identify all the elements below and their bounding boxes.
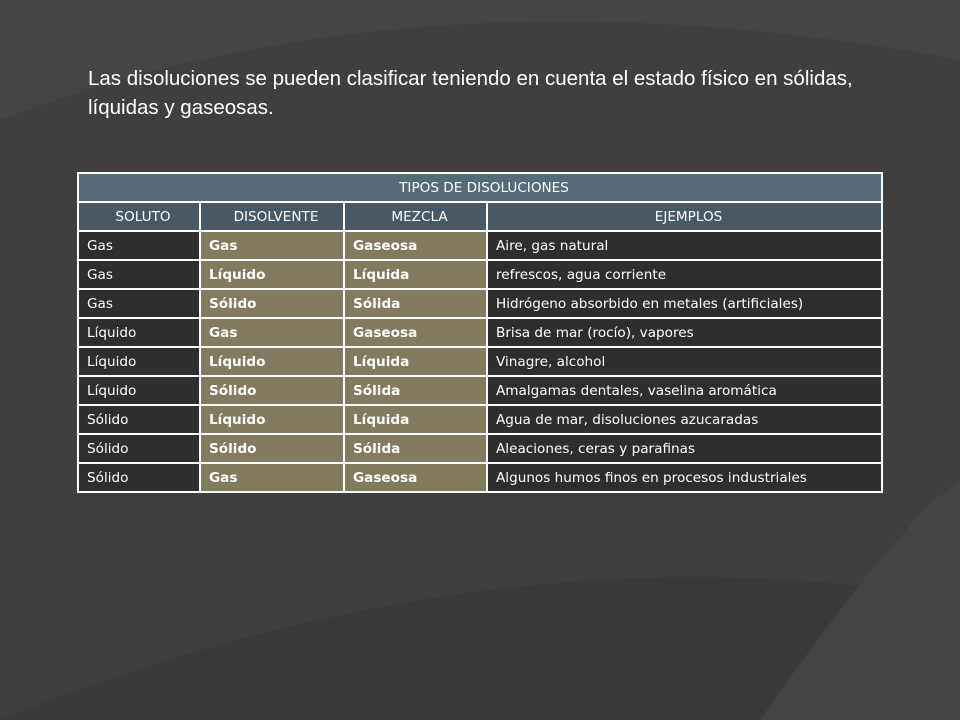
table-row bbox=[78, 405, 882, 434]
disolvente-cell: Líquido bbox=[200, 347, 344, 376]
ejemplo-cell: Vinagre, alcohol bbox=[487, 347, 882, 376]
mezcla-cell: Sólida bbox=[344, 289, 487, 318]
table-header-row bbox=[78, 202, 882, 231]
ejemplo-cell: Aleaciones, ceras y parafinas bbox=[487, 434, 882, 463]
ejemplo-cell: Agua de mar, disoluciones azucaradas bbox=[487, 405, 882, 434]
ejemplo-cell: Amalgamas dentales, vaselina aromática bbox=[487, 376, 882, 405]
ejemplo-cell: Algunos humos finos en procesos industriales bbox=[487, 463, 882, 492]
ejemplo-cell: Brisa de mar (rocío), vapores bbox=[487, 318, 882, 347]
disolvente-cell: Sólido bbox=[200, 376, 344, 405]
soluto-cell: Líquido bbox=[78, 376, 200, 405]
disolvente-cell: Gas bbox=[200, 463, 344, 492]
table-title: TIPOS DE DISOLUCIONES bbox=[78, 173, 882, 202]
intro-paragraph: Las disoluciones se pueden clasificar teniendo en cuenta el estado físico en sólidas, líquidas y gaseosas. bbox=[88, 67, 853, 119]
mezcla-cell: Sólida bbox=[344, 434, 487, 463]
header-disolvente: DISOLVENTE bbox=[200, 202, 344, 231]
table-row bbox=[78, 376, 882, 405]
table-row bbox=[78, 434, 882, 463]
mezcla-cell: Líquida bbox=[344, 260, 487, 289]
mezcla-cell: Gaseosa bbox=[344, 318, 487, 347]
mezcla-cell: Líquida bbox=[344, 405, 487, 434]
soluto-cell: Líquido bbox=[78, 347, 200, 376]
mezcla-cell: Sólida bbox=[344, 376, 487, 405]
soluto-cell: Sólido bbox=[78, 434, 200, 463]
disolvente-cell: Líquido bbox=[200, 405, 344, 434]
ejemplo-cell: Aire, gas natural bbox=[487, 231, 882, 260]
table-row bbox=[78, 463, 882, 492]
table-row bbox=[78, 231, 882, 260]
mezcla-cell: Gaseosa bbox=[344, 463, 487, 492]
dissolution-types-table bbox=[77, 172, 883, 493]
disolvente-cell: Gas bbox=[200, 231, 344, 260]
table-row bbox=[78, 260, 882, 289]
soluto-cell: Sólido bbox=[78, 463, 200, 492]
mezcla-cell: Líquida bbox=[344, 347, 487, 376]
ejemplo-cell: Hidrógeno absorbido en metales (artificiales) bbox=[487, 289, 882, 318]
header-soluto: SOLUTO bbox=[78, 202, 200, 231]
disolvente-cell: Sólido bbox=[200, 434, 344, 463]
header-ejemplos: EJEMPLOS bbox=[487, 202, 882, 231]
table-row bbox=[78, 347, 882, 376]
disolvente-cell: Sólido bbox=[200, 289, 344, 318]
disolvente-cell: Gas bbox=[200, 318, 344, 347]
header-mezcla: MEZCLA bbox=[344, 202, 487, 231]
table-row bbox=[78, 318, 882, 347]
ejemplo-cell: refrescos, agua corriente bbox=[487, 260, 882, 289]
mezcla-cell: Gaseosa bbox=[344, 231, 487, 260]
soluto-cell: Gas bbox=[78, 289, 200, 318]
table-title-row bbox=[78, 173, 882, 202]
soluto-cell: Sólido bbox=[78, 405, 200, 434]
table-row bbox=[78, 289, 882, 318]
soluto-cell: Gas bbox=[78, 260, 200, 289]
disolvente-cell: Líquido bbox=[200, 260, 344, 289]
soluto-cell: Líquido bbox=[78, 318, 200, 347]
soluto-cell: Gas bbox=[78, 231, 200, 260]
